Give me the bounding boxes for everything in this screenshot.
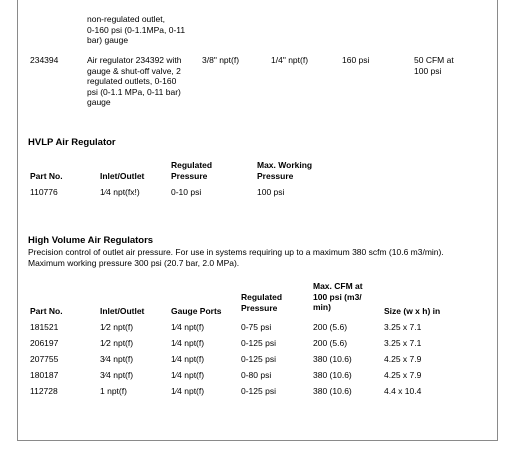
- flow-line: 100 psi: [414, 65, 442, 76]
- description-continued: [87, 14, 185, 46]
- part-number: 234394: [30, 55, 59, 65]
- gauge-ports: 1⁄4 npt(f): [171, 322, 205, 332]
- outlet-size: 1/4" npt(f): [271, 55, 309, 65]
- hv-header-size: Size (w x h) in: [384, 306, 441, 316]
- frame-right-border: [497, 0, 498, 441]
- hv-description-line-2: Maximum working pressure 300 psi (20.7 bar, 2.0 MPa).: [28, 258, 240, 268]
- max-cfm: 380 (10.6): [313, 386, 352, 396]
- header-line: Regulated: [241, 292, 283, 302]
- hvlp-regulated: 0-10 psi: [171, 187, 202, 197]
- description-line: bar) gauge: [87, 35, 129, 45]
- gauge-ports: 1⁄4 npt(f): [171, 386, 205, 396]
- hvlp-inlet: 1⁄4 npt(fx!): [100, 187, 140, 197]
- hvlp-max: 100 psi: [257, 187, 285, 197]
- description-line: gauge & shut-off valve, 2: [87, 65, 181, 76]
- hv-description-line-1: Precision control of outlet air pressure. For use in systems requiring up to a maximum 380 scfm (10.6 m3/min).: [28, 247, 444, 257]
- max-cfm: 200 (5.6): [313, 322, 348, 332]
- header-line: Pressure: [241, 302, 278, 313]
- max-cfm: 380 (10.6): [313, 370, 352, 380]
- part-number: 181521: [30, 322, 59, 332]
- hv-header-regulated: [241, 292, 282, 313]
- flow-rate: [414, 55, 454, 76]
- hv-header-cfm: [313, 281, 363, 313]
- size: 4.25 x 7.9: [384, 354, 422, 364]
- hvlp-header-max-working: [257, 160, 312, 181]
- frame-left-border: [17, 0, 18, 441]
- size: 3.25 x 7.1: [384, 338, 422, 348]
- description-line: non-regulated outlet,: [87, 14, 165, 24]
- part-number: 180187: [30, 370, 59, 380]
- header-line: Max. Working: [257, 160, 313, 170]
- part-number: 206197: [30, 338, 59, 348]
- hvlp-section-title: HVLP Air Regulator: [28, 137, 116, 148]
- gauge-ports: 1⁄4 npt(f): [171, 370, 205, 380]
- max-cfm: 200 (5.6): [313, 338, 348, 348]
- size: 4.25 x 7.9: [384, 370, 422, 380]
- hv-header-gauge: Gauge Ports: [171, 306, 222, 316]
- part-description: [87, 55, 182, 108]
- regulated-pressure: 0-125 psi: [241, 338, 276, 348]
- gauge-ports: 1⁄4 npt(f): [171, 354, 205, 364]
- inlet-outlet: 1⁄2 npt(f): [100, 322, 134, 332]
- hv-header-part: Part No.: [30, 306, 63, 316]
- hvlp-header-part: Part No.: [30, 171, 63, 181]
- description-line: gauge: [87, 97, 111, 107]
- regulated-pressure: 0-125 psi: [241, 354, 276, 364]
- regulated-pressure: 0-75 psi: [241, 322, 272, 332]
- max-cfm: 380 (10.6): [313, 354, 352, 364]
- hv-header-inlet: Inlet/Outlet: [100, 306, 145, 316]
- max-pressure: 160 psi: [342, 55, 370, 65]
- description-line: regulated outlets, 0-160: [87, 76, 177, 86]
- hvlp-part: 110776: [30, 187, 58, 197]
- size: 3.25 x 7.1: [384, 322, 422, 332]
- part-number: 207755: [30, 354, 59, 364]
- part-number: 112728: [30, 386, 58, 396]
- hvlp-header-inlet: Inlet/Outlet: [100, 171, 145, 181]
- hvlp-header-regulated: [171, 160, 212, 181]
- frame-bottom-border: [17, 440, 498, 441]
- header-line: 100 psi (m3/: [313, 291, 362, 302]
- description-line: Air regulator 234392 with: [87, 55, 182, 65]
- hv-section-title: High Volume Air Regulators: [28, 235, 154, 246]
- description-line: psi (0-1.1 MPa, 0-11 bar): [87, 86, 181, 97]
- header-line: Regulated: [171, 160, 213, 170]
- flow-line: 50 CFM at: [414, 55, 454, 65]
- header-line: Pressure: [171, 170, 208, 181]
- size: 4.4 x 10.4: [384, 386, 422, 396]
- header-line: Pressure: [257, 170, 294, 181]
- inlet-outlet: 3⁄4 npt(f): [100, 370, 134, 380]
- regulated-pressure: 0-125 psi: [241, 386, 276, 396]
- description-line: 0-160 psi (0-1.1MPa, 0-11: [87, 24, 186, 35]
- header-line: min): [313, 302, 331, 312]
- header-line: Max. CFM at: [313, 281, 363, 291]
- gauge-ports: 1⁄4 npt(f): [171, 338, 205, 348]
- inlet-outlet: 1 npt(f): [100, 386, 127, 396]
- regulated-pressure: 0-80 psi: [241, 370, 272, 380]
- inlet-outlet: 1⁄2 npt(f): [100, 338, 134, 348]
- inlet-outlet: 3⁄4 npt(f): [100, 354, 134, 364]
- inlet-size: 3/8" npt(f): [202, 55, 240, 65]
